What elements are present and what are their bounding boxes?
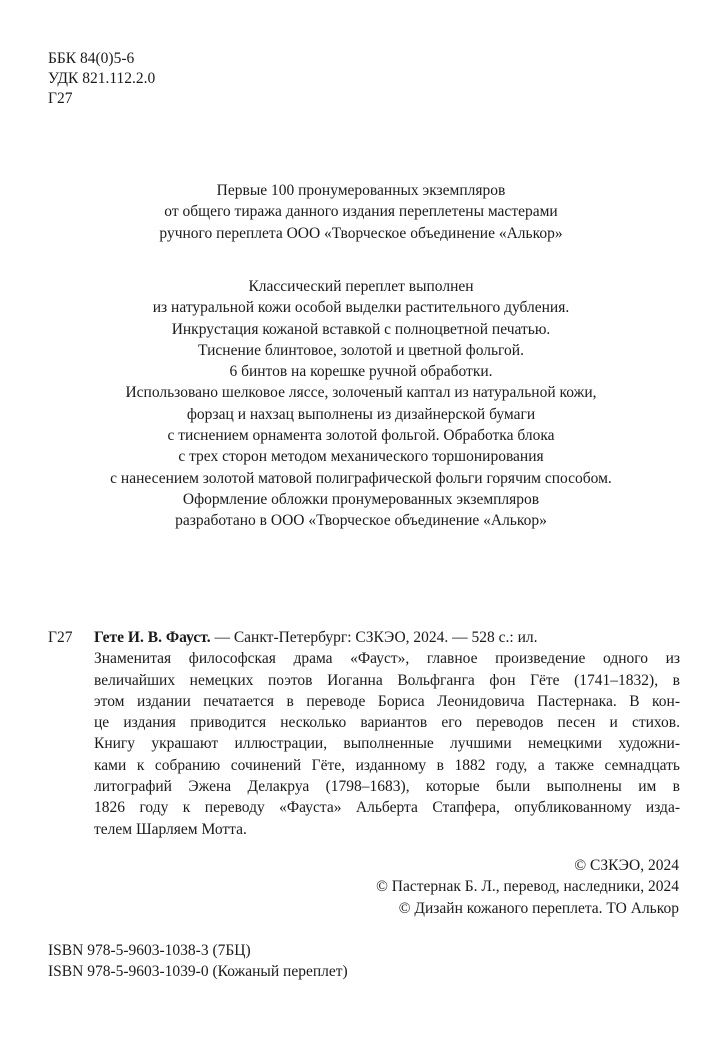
annotation-line: этом издании печатается в переводе Бориса Леонидовича Пастернака. В кон- (94, 692, 680, 710)
binding-line: Тиснение блинтовое, золотой и цветной фольгой. (198, 341, 524, 359)
record-heading: Гете И. В. Фауст. (94, 629, 211, 646)
binding-line: 6 бинтов на корешке ручной обработки. (229, 363, 493, 381)
binding-line: форзац и нахзац выполнены из дизайнерской бумаги (186, 405, 536, 423)
author-sign: Г27 (48, 90, 73, 107)
binding-line: с тиснением орнамента золотой фольгой. Обработка блока (167, 427, 555, 445)
binding-line: Использовано шелковое ляссе, золоченый каптал из натуральной кожи, (125, 384, 597, 402)
annotation-line: величайших немецких поэтов Иоганна Вольфганга фон Гёте (1741–1832), в (94, 671, 680, 689)
isbn-block (48, 940, 348, 983)
annotation-line: ками к собранию сочинений Гёте, изданному в 1882 году, а также семнадцать (94, 756, 680, 774)
annotation-line: це издания приводится несколько вариантов его переводов песен и стихов. (94, 714, 680, 732)
classification-codes (48, 49, 155, 109)
edition-note-line: ручного переплета ООО «Творческое объединение «Алькор» (159, 224, 563, 242)
edition-note-line: от общего тиража данного издания переплетены мастерами (164, 203, 558, 221)
bibliographic-record (94, 627, 680, 840)
binding-line: Инкрустация кожаной вставкой с полноцветной печатью. (171, 320, 551, 338)
record-imprint: — Санкт-Петербург: СЗКЭО, 2024. — 528 с.: ил. (210, 629, 538, 646)
binding-description (20, 276, 702, 532)
binding-line: из натуральной кожи особой выделки растительного дубления. (152, 299, 570, 317)
binding-line: разработано в ООО «Творческое объединение «Алькор» (175, 512, 547, 530)
bbk-code: ББК 84(0)5-6 (48, 50, 135, 67)
isbn-line: ISBN 978-5-9603-1039-0 (Кожаный переплет) (48, 963, 348, 981)
edition-note-line: Первые 100 пронумерованных экземпляров (216, 182, 506, 199)
isbn-line: ISBN 978-5-9603-1038-3 (7БЦ) (48, 942, 251, 959)
annotation-line: литографий Эжена Делакруа (1798–1683), которые были выполнены им в (94, 778, 680, 796)
annotation-line: телем Шарляем Мотта. (94, 820, 247, 838)
annotation-line: Знаменитая философская драма «Фауст», главное произведение одного из (94, 650, 680, 668)
annotation-line: Книгу украшают иллюстрации, выполненные лучшими немецкими художни- (94, 735, 680, 753)
copyright-line: © СЗКЭО, 2024 (574, 857, 679, 874)
annotation-line: 1826 году к переводу «Фауста» Альберта Стапфера, опубликованному изда- (94, 799, 680, 817)
copyright-line: © Пастернак Б. Л., перевод, наследники, 2024 (376, 878, 679, 896)
binding-line: с трех сторон методом механического торшонирования (178, 448, 544, 466)
record-code: Г27 (48, 629, 73, 646)
udk-code: УДК 821.112.2.0 (48, 70, 156, 87)
record-title-line (94, 627, 680, 648)
edition-note (20, 180, 702, 244)
binding-line: Оформление обложки пронумерованных экземпляров (182, 490, 540, 508)
binding-line: с нанесением золотой матовой полиграфической фольги горячим способом. (110, 469, 612, 487)
copyright-block (376, 855, 679, 919)
copyright-line: © Дизайн кожаного переплета. ТО Алькор (398, 899, 679, 917)
binding-line: Классический переплет выполнен (248, 278, 474, 295)
